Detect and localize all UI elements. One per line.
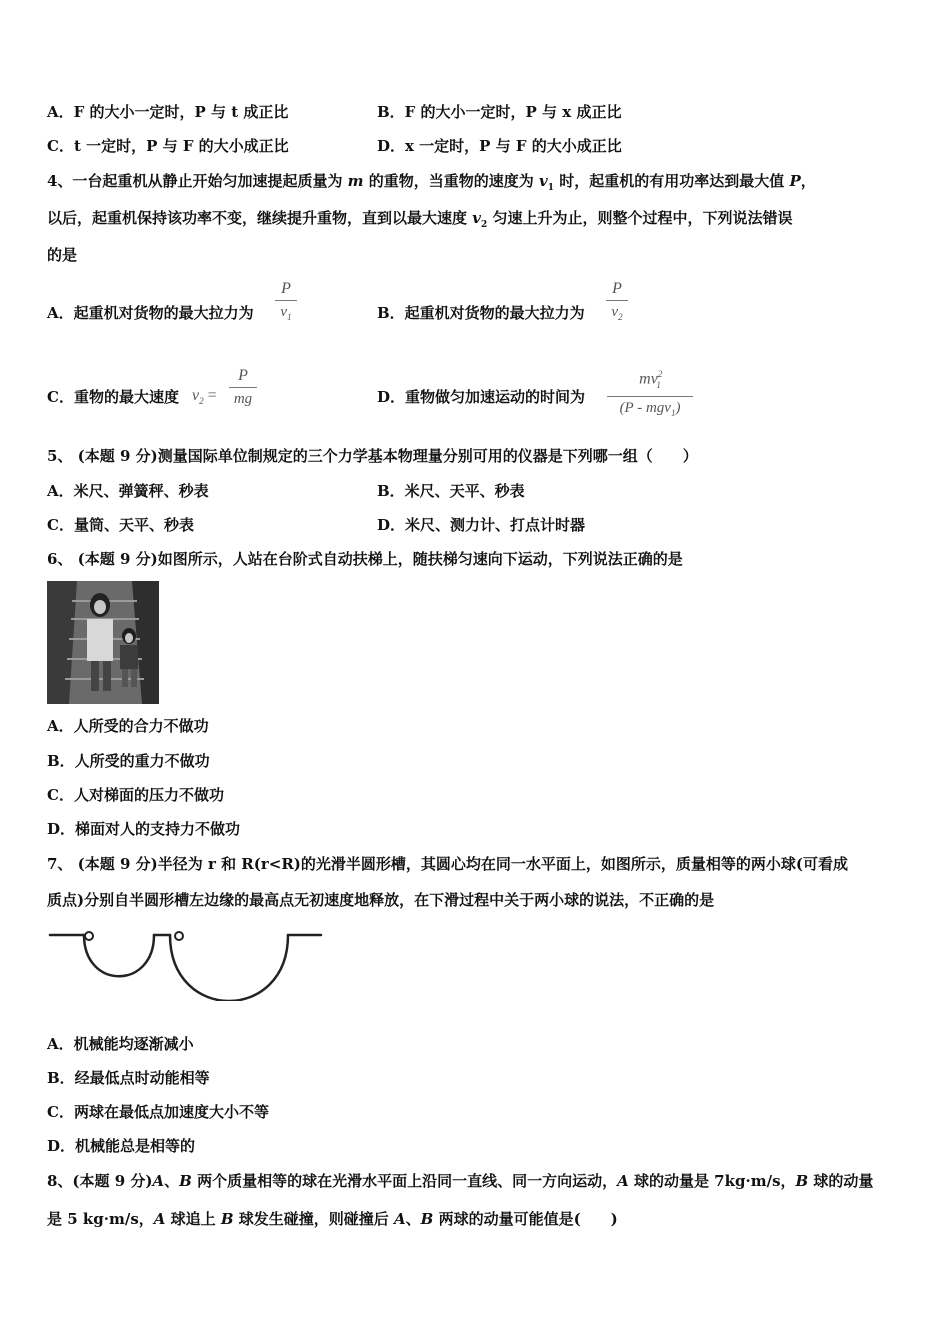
escalator-photo [47,581,159,704]
q7-option-d: D．机械能总是相等的 [47,1137,196,1155]
q4-option-b: B．起重机对货物的最大拉力为 [377,304,585,322]
q5-options-row1 [47,481,525,501]
q8-stem-line2: 是 5 kg·m/s，A 球追上 B 球发生碰撞，则碰撞后 A、B 两球的动量可能值是( ) [47,1210,618,1228]
q6-option-b: B．人所受的重力不做功 [47,752,210,770]
q6-option-c: C．人对梯面的压力不做功 [47,786,224,804]
q7-option-c: C．两球在最低点加速度大小不等 [47,1103,269,1121]
q3-option-a: A．F 的大小一定时，P 与 t 成正比 [47,103,289,121]
q4-formula-a: P $v_1$ [275,279,297,327]
q7-option-b: B．经最低点时动能相等 [47,1069,210,1087]
q3-option-d: D．x 一定时，P 与 F 的大小成正比 [377,137,622,155]
q5-option-b: B．米尺、天平、秒表 [377,482,525,500]
q3-options-row1 [47,102,622,122]
q3-option-c: C．t 一定时，P 与 F 的大小成正比 [47,137,289,155]
q4-stem-line2: 以后，起重机保持该功率不变，继续提升重物，直到以最大速度 $v_2$ 匀速上升为止，则整个过程中，下列说法错误 [47,209,793,230]
q3-options-row2 [47,136,622,156]
q5-options-row2 [47,515,586,535]
q5-option-c: C．量筒、天平、秒表 [47,516,194,534]
q4-stem-line1: 4、一台起重机从静止开始匀加速提起质量为 m 的重物，当重物的速度为 $v_1$ 时，起重机的有用功率达到最大值 P， [47,172,816,193]
q8-stem-line1: 8、(本题 9 分)A、B 两个质量相等的球在光滑水平面上沿同一直线、同一方向运动，A 球的动量是 7kg·m/s，B 球的动量 [47,1172,874,1190]
q6-option-d: D．梯面对人的支持力不做功 [47,820,241,838]
q6-option-a: A．人所受的合力不做功 [47,717,209,735]
q5-option-d: D．米尺、测力计、打点计时器 [377,516,586,534]
q4-formula-c: P mg [229,366,257,409]
q4-formula-d: $mv^2_1$ (P - mgv$_1$) [607,364,693,423]
q7-stem-line1: 7、 (本题 9 分)半径为 r 和 R(r<R)的光滑半圆形槽，其圆心均在同一水平面上，如图所示，质量相等的两小球(可看成 [47,855,849,873]
q3-option-b: B．F 的大小一定时，P 与 x 成正比 [377,103,622,121]
q6-stem: 6、 (本题 9 分)如图所示，人站在台阶式自动扶梯上，随扶梯匀速向下运动，下列说法正确的是 [47,550,683,568]
semicircle-grooves-diagram [48,925,324,1001]
q4-option-d: D．重物做匀加速运动的时间为 [377,388,586,406]
q7-stem-line2: 质点)分别自半圆形槽左边缘的最高点无初速度地释放，在下滑过程中关于两小球的说法，不正确的是 [47,891,715,909]
q4-formula-c-lhs: $v_2$ = [192,387,217,407]
q5-option-a: A．米尺、弹簧秤、秒表 [47,482,209,500]
q4-option-a: A．起重机对货物的最大拉力为 [47,304,254,322]
q4-formula-b: P $v_2$ [606,279,628,327]
q4-stem-line3: 的是 [47,246,78,264]
q4-option-c: C．重物的最大速度 [47,388,179,406]
q7-option-a: A．机械能均逐渐减小 [47,1035,194,1053]
q5-stem: 5、 (本题 9 分)测量国际单位制规定的三个力学基本物理量分别可用的仪器是下列哪一组（ ） [47,447,698,465]
